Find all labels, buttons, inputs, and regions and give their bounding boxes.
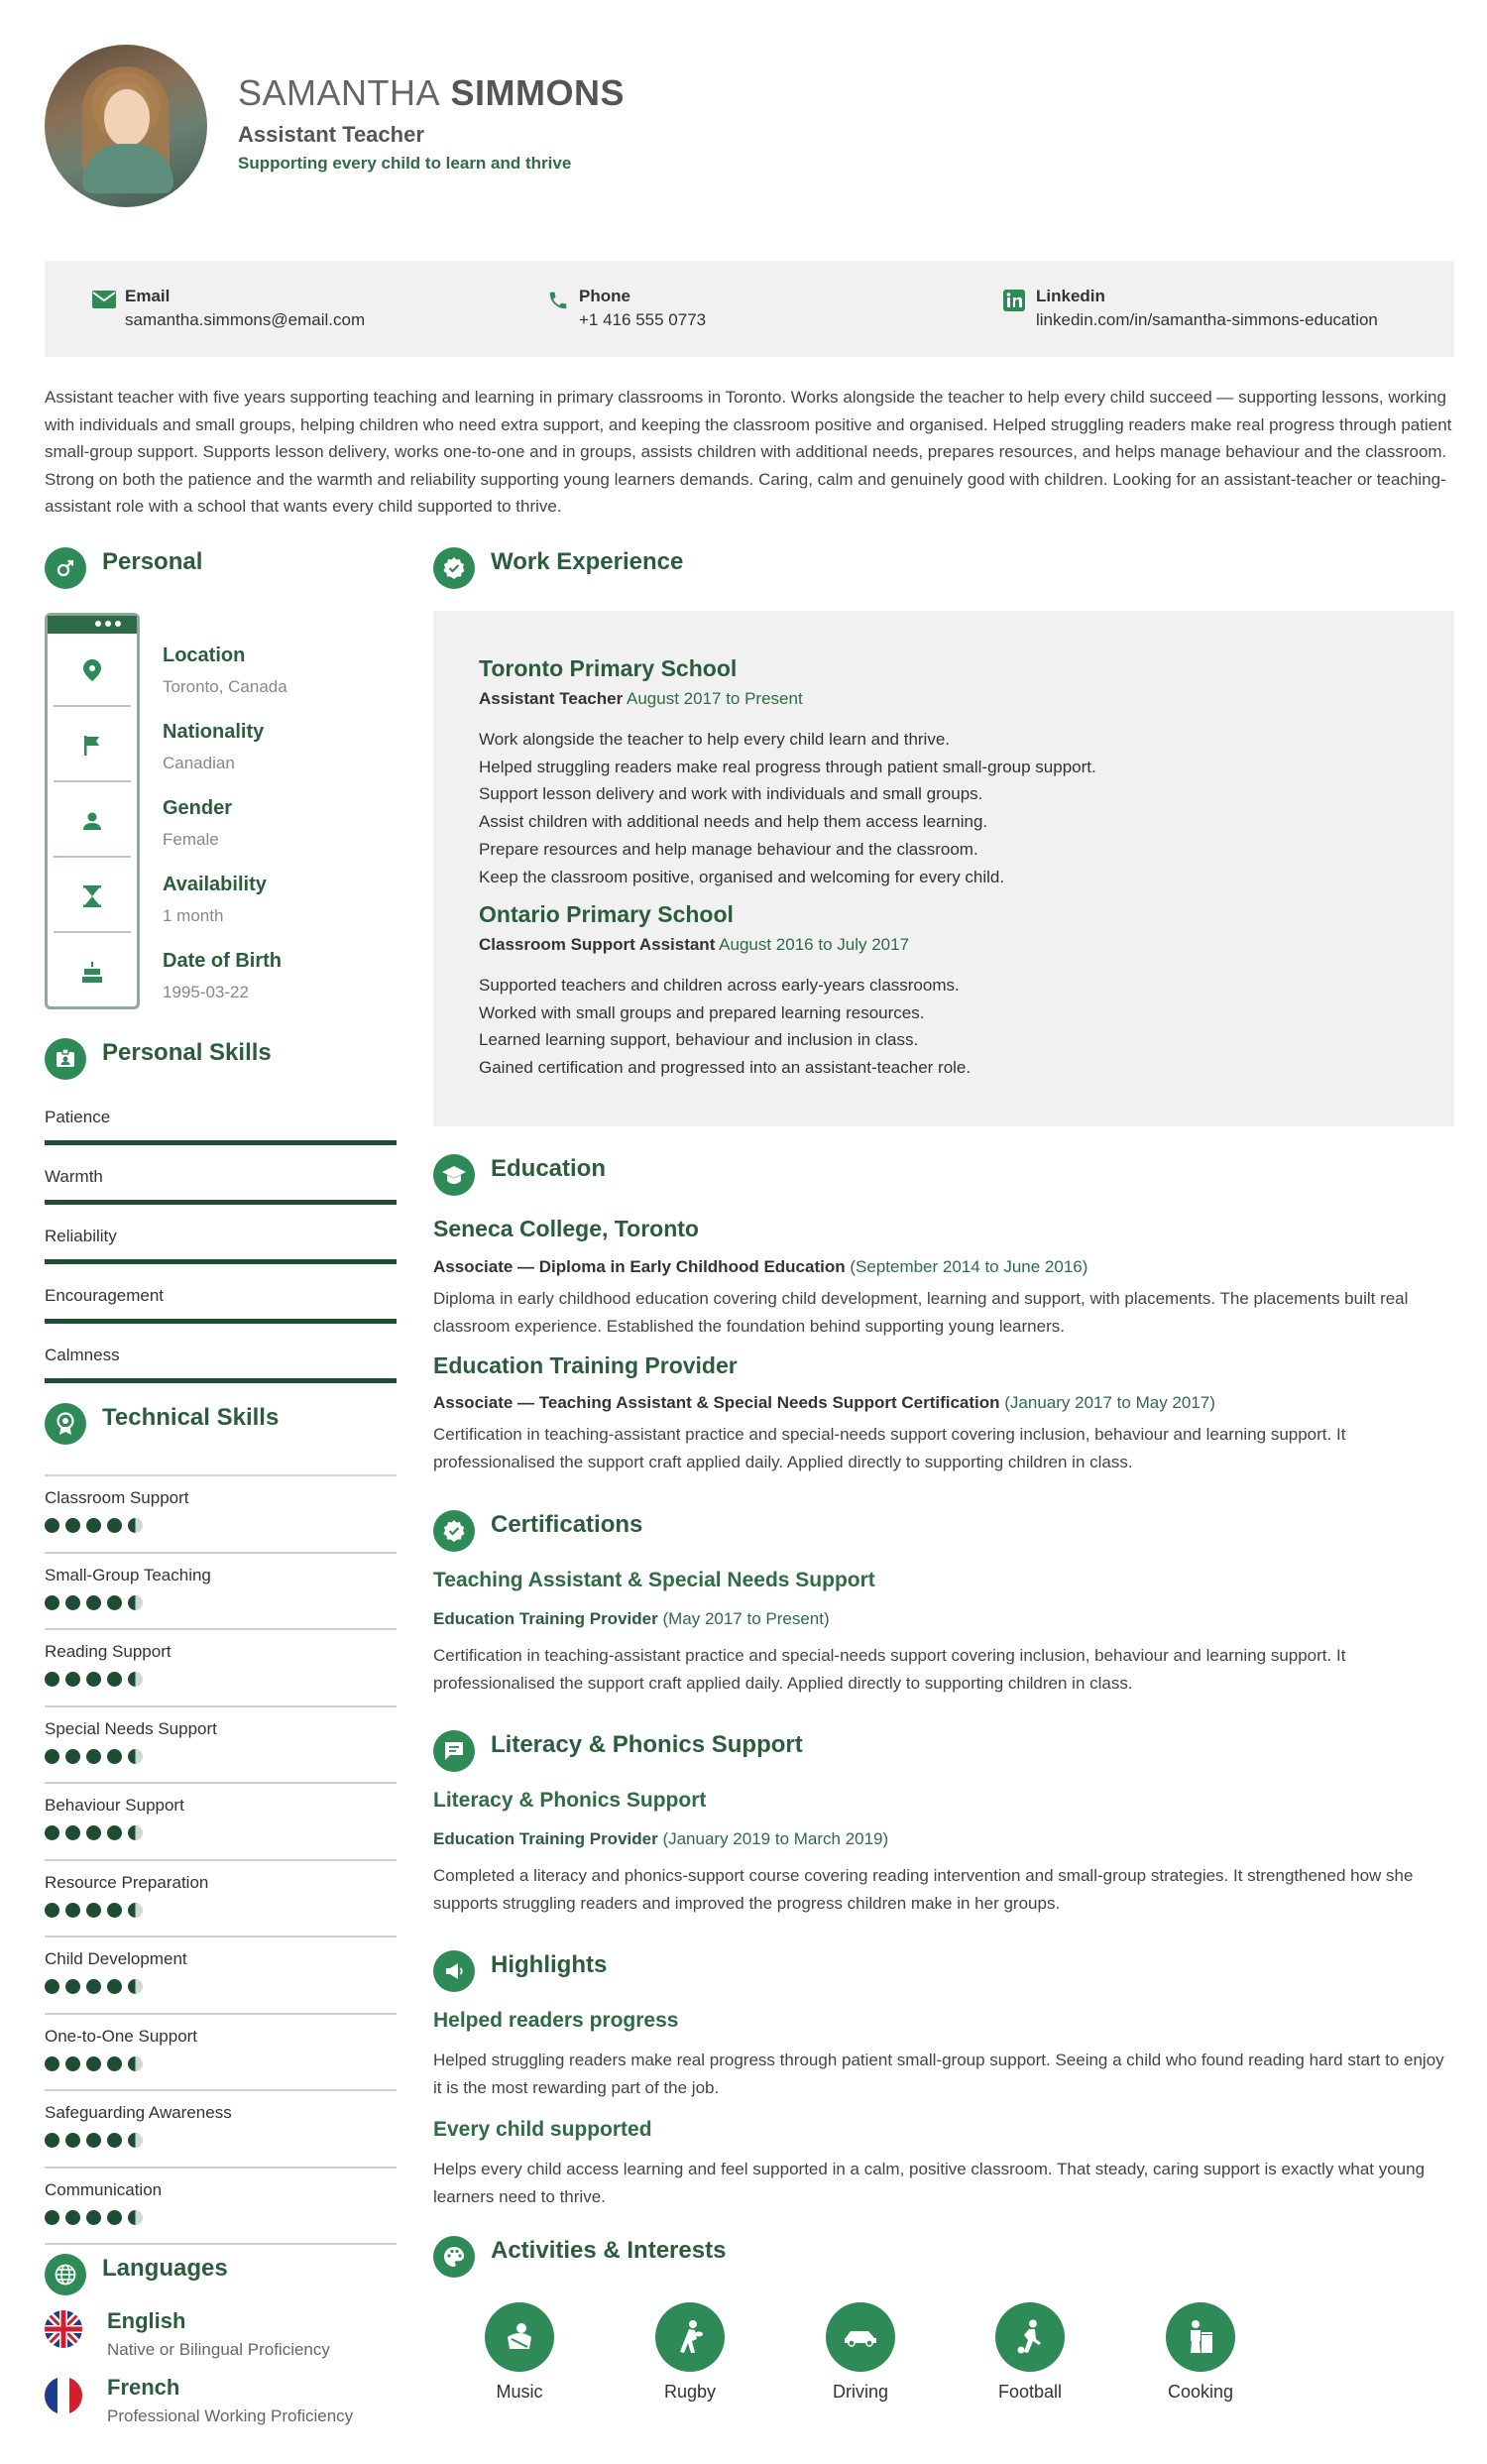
personal-value: 1995-03-22 [163,983,249,1001]
rating-dot [45,1518,59,1533]
email-value[interactable]: samantha.simmons@email.com [125,310,366,329]
interest-rugby [643,2302,733,2402]
certification-title: Teaching Assistant & Special Needs Support [433,1569,875,1591]
rating-dot [107,1595,122,1610]
language-name: French [107,2375,180,2400]
personal-skill-bar [45,1378,397,1383]
rating-dot [65,1903,80,1918]
language-name: English [107,2308,186,2333]
skill-separator [45,1628,397,1630]
personal-label: Location [163,645,246,666]
rating-dot [86,2133,101,2148]
skill-separator [45,1936,397,1937]
technical-skill-name: Child Development [45,1949,187,1968]
uk-flag-icon [45,2310,82,2348]
linkedin-icon [1003,290,1029,311]
personal-skill-name: Warmth [45,1167,103,1186]
highlight-description: Helped struggling readers make real progress through patient small-group support. Seeing a child who found reading hard start to enjoy it is the most rewarding part of the job. [433,2051,1444,2097]
linkedin-value[interactable]: linkedin.com/in/samantha-simmons-education [1036,310,1378,329]
verified-badge-icon [433,547,475,589]
rating-dot [45,1979,59,1994]
education-school: Seneca College, Toronto [433,1216,699,1241]
flag-icon [54,711,131,782]
first-name: SAMANTHA [238,72,441,113]
job-bullet-item: Helped struggling readers make real progress through patient small-group support. [479,757,1096,776]
chat-icon [433,1730,475,1772]
hourglass-icon [54,862,131,933]
rating-dot [65,2056,80,2071]
languages-heading: Languages [102,2255,228,2282]
id-badge-icon [45,1038,86,1080]
palette-icon [433,2236,475,2278]
personal-label: Date of Birth [163,950,282,972]
interest-football [983,2302,1073,2402]
rating-dot [86,1979,101,1994]
skill-rating [45,1749,143,1765]
rating-dot [45,2133,59,2148]
rating-dot [65,2210,80,2225]
rugby-icon [655,2302,725,2372]
job-role-line [479,935,909,955]
technical-skill-name: Safeguarding Awareness [45,2103,232,2122]
certification-provider-line [433,1609,830,1629]
personal-skill-bar-fill [45,1200,397,1205]
personal-skill-bar-fill [45,1259,397,1264]
personal-label: Availability [163,874,267,895]
graduation-cap-icon [433,1154,475,1196]
football-icon [995,2302,1065,2372]
education-description: Diploma in early childhood education covering child development, learning and support, with placements. The placements built real classroom experience. Established the foundation behind supporting young learners. [433,1289,1409,1336]
phone-label: Phone [579,287,630,305]
highlight-description: Helps every child access learning and feel supported in a calm, positive classroom. That steady, caring support is exactly what young learners need to thrive. [433,2160,1426,2206]
job-dates: August 2016 to July 2017 [719,935,910,954]
personal-value: Canadian [163,754,235,772]
contact-bar [45,261,1454,357]
job-bullet-item: Keep the classroom positive, organised and welcoming for every child. [479,867,1005,886]
rating-dot [45,1825,59,1840]
education-degree-line [433,1257,1087,1277]
interest-label: Football [997,2382,1063,2402]
rating-dot [45,1595,59,1610]
personal-skill-name: Patience [45,1108,111,1126]
highlights-heading: Highlights [491,1951,608,1978]
rating-dot [86,1825,101,1840]
skill-separator [45,1474,397,1476]
gender-icon [45,547,86,589]
rating-dot [128,1903,143,1918]
work-heading: Work Experience [491,548,684,575]
personal-label: Gender [163,797,233,819]
rating-dot [107,2056,122,2071]
personal-skill-name: Reliability [45,1227,117,1245]
education-degree-line [433,1393,1215,1413]
interest-label: Music [496,2382,543,2402]
literacy-provider: Education Training Provider [433,1829,658,1848]
skill-rating [45,1979,143,1995]
literacy-dates: (January 2019 to March 2019) [662,1829,889,1848]
email-label: Email [125,287,171,305]
certifications-heading: Certifications [491,1511,643,1538]
profile-summary: Assistant teacher with five years supporting teaching and learning in primary classrooms in Toronto. Works alongside the teacher to help every child succeed — supporting lessons, working with individuals and small groups, helping children who need extra support, and keeping the classroom positive and organised. Helped struggling readers make real progress through patient small-group support. Supports lesson delivery, works one-to-one and in groups, assists children with additional needs, prepares resources, and helps manage behaviour and the classroom. Strong on both the patience and the warmth and reliability supporting young learners demands. Caring, calm and genuinely good with children. Looking for an assistant-teacher or teaching-assistant role with a school that wants every child supported to thrive. [45,388,1452,516]
job-bullet-item: Prepare resources and help manage behaviour and the classroom. [479,839,978,859]
skill-rating [45,2210,143,2226]
interest-driving [814,2302,903,2402]
rating-dot [128,1979,143,1994]
globe-icon [45,2254,86,2295]
skill-rating [45,1903,143,1919]
personal-value: Female [163,830,219,849]
rating-dot [45,2056,59,2071]
skill-separator [45,2167,397,2169]
resume-header [45,45,1442,208]
rating-dot [128,2056,143,2071]
job-bullet-item: Work alongside the teacher to help every child learn and thrive. [479,730,951,749]
email-icon [92,290,118,311]
personal-label: Nationality [163,721,265,743]
linkedin-label: Linkedin [1036,287,1105,305]
technical-skill-name: Resource Preparation [45,1872,209,1892]
rating-dot [86,2056,101,2071]
rating-dot [65,2133,80,2148]
rating-dot [65,1825,80,1840]
rating-dot [107,1518,122,1533]
job-bullet-item: Supported teachers and children across early-years classrooms. [479,976,960,995]
france-flag-icon [45,2377,82,2414]
rating-dot [107,2133,122,2148]
interest-label: Driving [832,2382,888,2402]
personal-skill-name: Encouragement [45,1286,165,1305]
skill-rating [45,1672,143,1688]
personal-skill-bar [45,1259,397,1264]
job-bullet-item: Learned learning support, behaviour and inclusion in class. [479,1030,919,1050]
candidate-name [238,72,625,114]
rating-dot [65,1595,80,1610]
rating-dot [65,1672,80,1687]
rating-dot [65,1979,80,1994]
car-icon [826,2302,895,2372]
job-role-line [479,689,803,709]
skill-separator [45,2013,397,2015]
rating-dot [86,2210,101,2225]
rating-dot [107,1825,122,1840]
rating-dot [107,1979,122,1994]
phone-value[interactable]: +1 416 555 0773 [579,310,707,329]
skill-separator [45,2243,397,2245]
education-dates: (January 2017 to May 2017) [1004,1393,1215,1412]
certification-description: Certification in teaching-assistant practice and special-needs support covering inclusion, behaviour and learning support. It professionalised the support craft applied daily. Applied directly to supporting children in class. [433,1646,1346,1693]
highlight-title: Every child supported [433,2118,652,2141]
technical-skill-name: Communication [45,2179,163,2199]
profile-photo [45,45,207,207]
rating-dot [45,1672,59,1687]
rating-dot [128,2210,143,2225]
technical-skills-heading: Technical Skills [102,1404,280,1431]
skill-separator [45,1705,397,1707]
rating-dot [86,1518,101,1533]
interest-cooking [1154,2302,1243,2402]
technical-skill-name: Classroom Support [45,1488,189,1507]
rating-dot [107,2210,122,2225]
rating-dot [86,1749,101,1764]
rating-dot [107,1749,122,1764]
literacy-provider-line [433,1829,888,1849]
literacy-heading: Literacy & Phonics Support [491,1731,803,1758]
location-pin-icon [54,636,131,707]
megaphone-icon [433,1950,475,1992]
rating-dot [86,1672,101,1687]
personal-icon-panel [45,613,140,1009]
skill-separator [45,1552,397,1554]
personal-value: 1 month [163,906,224,925]
interest-music [473,2302,562,2402]
rating-dot [86,1595,101,1610]
skill-rating [45,1518,143,1534]
rating-dot [65,1749,80,1764]
education-degree: Associate — Diploma in Early Childhood Education [433,1257,846,1276]
personal-skill-name: Calmness [45,1346,120,1364]
skill-rating [45,2056,143,2072]
education-dates: (September 2014 to June 2016) [850,1257,1088,1276]
tagline: Supporting every child to learn and thrive [238,154,572,173]
rating-dot [86,1903,101,1918]
personal-skills-heading: Personal Skills [102,1039,272,1066]
skill-separator [45,1859,397,1861]
personal-value: Toronto, Canada [163,677,287,696]
highlight-title: Helped readers progress [433,2009,679,2032]
job-bullet-item: Worked with small groups and prepared learning resources. [479,1002,925,1022]
literacy-title: Literacy & Phonics Support [433,1789,707,1812]
language-level: Native or Bilingual Proficiency [107,2340,330,2359]
person-icon [54,786,131,858]
job-role: Classroom Support Assistant [479,935,716,954]
music-icon [485,2302,554,2372]
last-name: SIMMONS [450,72,626,113]
education-description: Certification in teaching-assistant practice and special-needs support covering inclusion, behaviour and learning support. It professionalised the support craft applied daily. Applied directly to supporting children in class. [433,1425,1346,1471]
personal-skill-bar-fill [45,1378,397,1383]
job-bullet-item: Gained certification and progressed into an assistant-teacher role. [479,1058,972,1078]
personal-skill-bar [45,1200,397,1205]
rating-dot [107,1672,122,1687]
cake-icon [54,937,131,1008]
rating-dot [45,2210,59,2225]
personal-skill-bar-fill [45,1319,397,1324]
certification-provider: Education Training Provider [433,1609,658,1628]
phone-icon [546,290,572,311]
rating-dot [128,2133,143,2148]
skill-rating [45,2133,143,2149]
interest-label: Rugby [663,2382,717,2402]
cooking-icon [1166,2302,1235,2372]
interest-label: Cooking [1167,2382,1234,2402]
technical-skill-name: One-to-One Support [45,2026,198,2046]
interests-heading: Activities & Interests [491,2237,727,2264]
technical-skill-name: Special Needs Support [45,1718,217,1738]
job-company: Ontario Primary School [479,901,734,927]
award-icon [45,1403,86,1445]
certification-dates: (May 2017 to Present) [662,1609,830,1628]
job-title: Assistant Teacher [238,122,424,147]
skill-rating [45,1595,143,1611]
technical-skill-name: Reading Support [45,1642,172,1661]
certificate-badge-icon [433,1510,475,1552]
education-school: Education Training Provider [433,1352,738,1378]
skill-separator [45,1782,397,1784]
job-bullet-item: Assist children with additional needs and help them access learning. [479,812,988,832]
personal-skill-bar [45,1319,397,1324]
education-degree: Associate — Teaching Assistant & Special Needs Support Certification [433,1393,1000,1412]
job-role: Assistant Teacher [479,689,624,708]
rating-dot [107,1903,122,1918]
rating-dot [128,1749,143,1764]
rating-dot [128,1518,143,1533]
skill-separator [45,2089,397,2091]
rating-dot [65,1518,80,1533]
rating-dot [128,1672,143,1687]
skill-rating [45,1825,143,1841]
technical-skill-name: Behaviour Support [45,1796,184,1815]
personal-skill-bar [45,1140,397,1145]
technical-skill-name: Small-Group Teaching [45,1565,211,1584]
personal-heading: Personal [102,548,203,575]
job-company: Toronto Primary School [479,655,738,681]
education-heading: Education [491,1155,607,1182]
job-dates: August 2017 to Present [627,689,803,708]
personal-skill-bar-fill [45,1140,397,1145]
rating-dot [128,1825,143,1840]
language-level: Professional Working Proficiency [107,2406,354,2425]
rating-dot [45,1903,59,1918]
rating-dot [128,1595,143,1610]
rating-dot [45,1749,59,1764]
job-bullet-item: Support lesson delivery and work with individuals and small groups. [479,784,983,804]
literacy-description: Completed a literacy and phonics-support course covering reading intervention and small-group strategies. It strengthened how she supports struggling readers and improved the progress children make in her groups. [433,1866,1414,1913]
